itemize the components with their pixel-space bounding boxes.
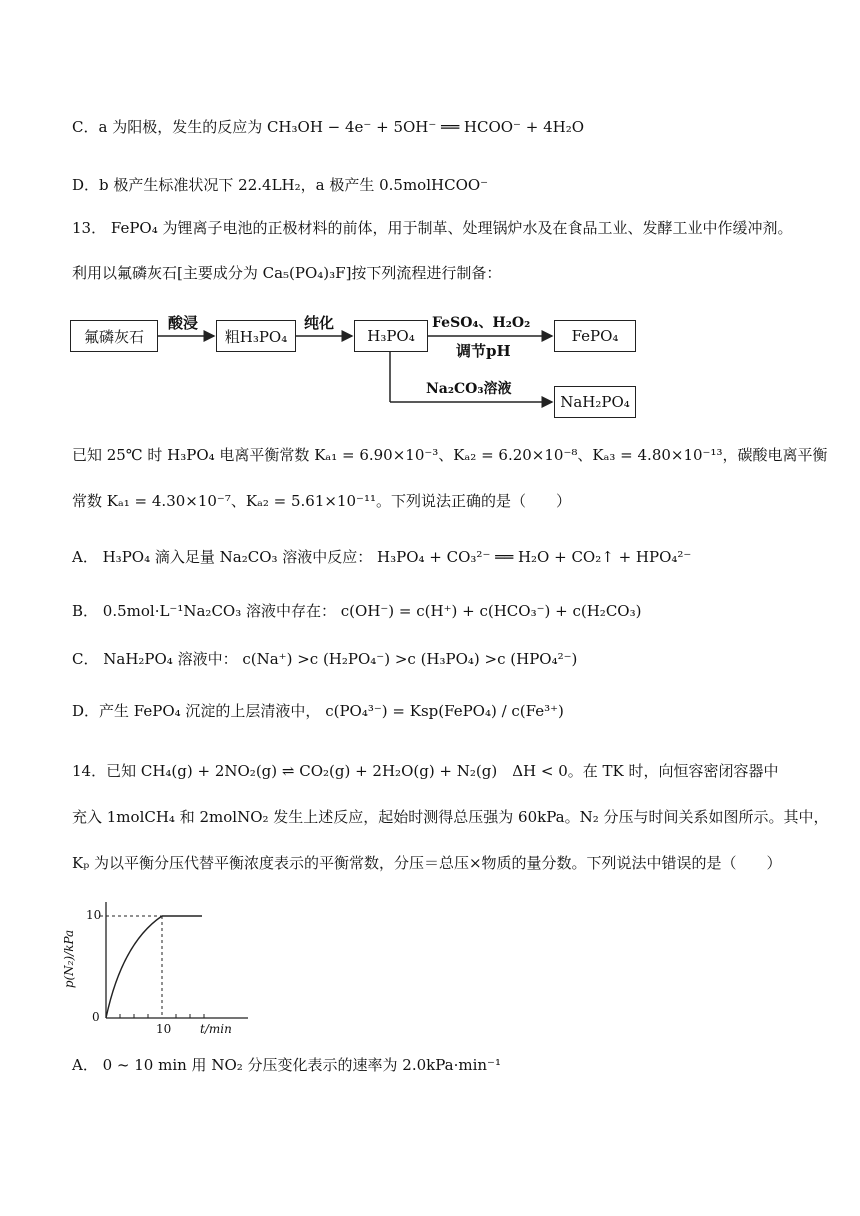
n2-curve — [106, 916, 162, 1018]
label-acid-leach: 酸浸 — [168, 314, 199, 332]
option-c: C．a 为阳极，发生的反应为 CH₃OH − 4e⁻ + 5OH⁻ ══ HCOO⁻ + 4H₂O — [72, 118, 585, 136]
q13-line1: 13． FePO₄ 为锂离子电池的正极材料的前体，用于制革、处理锅炉水及在食品工业、发酵工业中作缓冲剂。 — [72, 219, 793, 237]
q13-option-c: C． NaH₂PO₄ 溶液中： c(Na⁺) >c (H₂PO₄⁻) >c (H₃PO₄) >c (HPO₄²⁻) — [72, 650, 578, 668]
q13-known1: 已知 25℃ 时 H₃PO₄ 电离平衡常数 Kₐ₁ = 6.90×10⁻³、Kₐ₂ = 6.20×10⁻⁸、Kₐ₃ = 4.80×10⁻¹³，碳酸电离平衡 — [72, 446, 828, 464]
q13-known2: 常数 Kₐ₁ = 4.30×10⁻⁷、Kₐ₂ = 5.61×10⁻¹¹。下列说法正确的是（ ） — [72, 492, 571, 510]
option-d: D．b 极产生标准状况下 22.4LH₂，a 极产生 0.5molHCOO⁻ — [72, 176, 489, 194]
box-fepo4: FePO₄ — [554, 320, 636, 352]
box-crude-h3po4: 粗H₃PO₄ — [216, 320, 296, 352]
x-axis-label: t/min — [200, 1022, 232, 1036]
q14-option-a: A． 0 ~ 10 min 用 NO₂ 分压变化表示的速率为 2.0kPa·min⁻¹ — [72, 1056, 501, 1074]
q14-line3: Kₚ 为以平衡分压代替平衡浓度表示的平衡常数，分压＝总压×物质的量分数。下列说法中错误的是（ ） — [72, 854, 782, 872]
box-h3po4: H₃PO₄ — [354, 320, 428, 352]
q14-line1: 14．已知 CH₄(g) + 2NO₂(g) ⇌ CO₂(g) + 2H₂O(g) + N₂(g) ΔH < 0。在 TK 时，向恒容密闭容器中 — [72, 762, 779, 780]
q13-line2: 利用以氟磷灰石[主要成分为 Ca₅(PO₄)₃F]按下列流程进行制备： — [72, 264, 502, 282]
x-tick-label: 10 — [156, 1022, 172, 1036]
y-tick-label: 10 — [86, 908, 102, 922]
label-adjust-ph: 调节pH — [456, 342, 511, 360]
flow-diagram — [70, 308, 650, 420]
q13-option-d: D．产生 FePO₄ 沉淀的上层清液中， c(PO₄³⁻) = Ksp(FePO₄) / c(Fe³⁺) — [72, 702, 564, 720]
box-nah2po4: NaH₂PO₄ — [554, 386, 636, 418]
n2-pressure-graph — [62, 898, 252, 1040]
box-fluorapatite: 氟磷灰石 — [70, 320, 158, 352]
q13-option-b: B． 0.5mol·L⁻¹Na₂CO₃ 溶液中存在： c(OH⁻) = c(H⁺) + c(HCO₃⁻) + c(H₂CO₃) — [72, 602, 642, 620]
label-purify: 纯化 — [304, 314, 335, 332]
q13-option-a: A． H₃PO₄ 滴入足量 Na₂CO₃ 溶液中反应： H₃PO₄ + CO₃²⁻ ══ H₂O + CO₂↑ + HPO₄²⁻ — [72, 548, 692, 566]
origin-label: 0 — [92, 1010, 100, 1024]
label-na2co3: Na₂CO₃溶液 — [426, 381, 512, 397]
label-reagents: FeSO₄、H₂O₂ — [432, 315, 531, 331]
q14-line2: 充入 1molCH₄ 和 2molNO₂ 发生上述反应，起始时测得总压强为 60kPa。N₂ 分压与时间关系如图所示。其中， — [72, 808, 829, 826]
y-axis-label: p(N₂)/kPa — [62, 929, 77, 989]
